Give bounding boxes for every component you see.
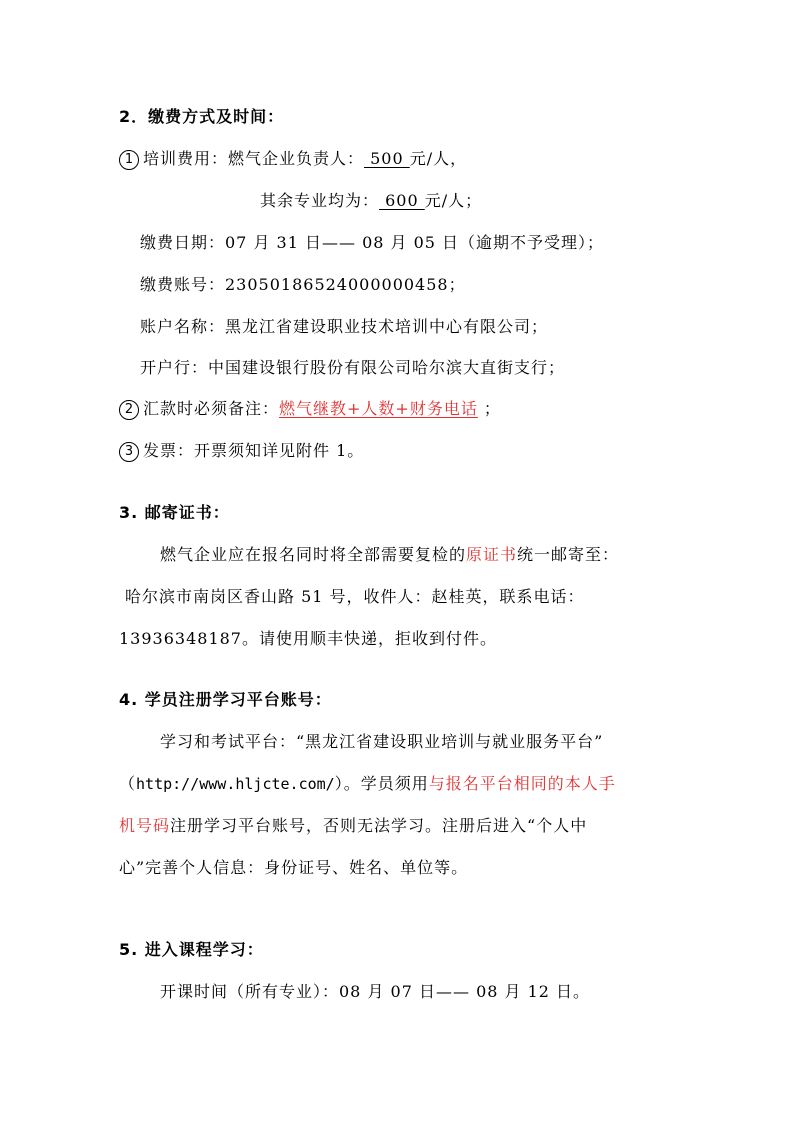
fee-amount-other: 600 <box>379 191 425 210</box>
item-1-fee <box>119 149 467 170</box>
personal-info-line: 心”完善个人信息：身份证号、姓名、单位等。 <box>119 858 469 877</box>
remark-required-text: 燃气继教+人数+财务电话 <box>279 399 478 418</box>
paren-open: （ <box>119 774 137 793</box>
mail-text-a: 燃气企业应在报名同时将全部需要复检的 <box>160 545 467 564</box>
same-phone-requirement-b: 机号码 <box>119 816 171 835</box>
remark-tail: ； <box>477 399 501 418</box>
circled-number-2: 2 <box>119 400 139 420</box>
register-line <box>119 816 587 836</box>
payment-date: 缴费日期：07 月 31 日—— 08 月 05 日（逾期不予受理）； <box>140 233 605 252</box>
item-2-remark <box>119 399 501 420</box>
mail-phone-note: 13936348187。请使用顺丰快递，拒收到付件。 <box>119 629 497 648</box>
fee-amount-manager: 500 <box>364 149 410 168</box>
circled-number-3: 3 <box>119 442 139 462</box>
register-text: 注册学习平台账号，否则无法学习。注册后进入“个人中 <box>170 816 588 835</box>
payment-account: 缴费账号：23050186524000000458； <box>140 275 466 294</box>
section-4-heading: 4. 学员注册学习平台账号： <box>119 690 332 709</box>
original-certificate-text: 原证书 <box>466 545 518 564</box>
url-follow-text: ）。学员须用 <box>334 774 429 793</box>
fee-other-label: 其余专业均为： <box>260 191 380 210</box>
section-3-heading: 3. 邮寄证书： <box>119 503 230 522</box>
certificate-mail-line-1 <box>160 545 619 565</box>
account-name: 账户名称：黑龙江省建设职业技术培训中心有限公司； <box>140 317 549 336</box>
mail-address: 哈尔滨市南岗区香山路 51 号，收件人：赵桂英，联系电话： <box>125 587 585 606</box>
section-2-heading: 2．缴费方式及时间： <box>119 107 285 126</box>
remark-label: 汇款时必须备注： <box>143 399 280 418</box>
fee-other-unit: 元/人； <box>424 191 483 210</box>
platform-name: 学习和考试平台：“黑龙江省建设职业培训与就业服务平台” <box>160 732 604 751</box>
bank-branch: 开户行：中国建设银行股份有限公司哈尔滨大直街支行； <box>140 358 566 377</box>
mail-text-b: 统一邮寄至： <box>517 545 620 564</box>
item-1-fee-other <box>260 191 482 211</box>
invoice-text: 发票：开票须知详见附件 1。 <box>143 441 365 460</box>
platform-url-link[interactable]: http://www.hljcte.com/ <box>136 775 335 793</box>
circled-number-1: 1 <box>119 150 139 170</box>
course-start-time: 开课时间（所有专业）：08 月 07 日—— 08 月 12 日。 <box>160 982 591 1001</box>
item-3-invoice <box>119 441 364 462</box>
section-5-heading: 5. 进入课程学习： <box>119 940 264 959</box>
fee-unit: 元/人， <box>409 149 468 168</box>
same-phone-requirement-a: 与报名平台相同的本人手 <box>428 774 616 793</box>
platform-url-line <box>119 774 616 794</box>
fee-label: 培训费用：燃气企业负责人： <box>143 149 365 168</box>
